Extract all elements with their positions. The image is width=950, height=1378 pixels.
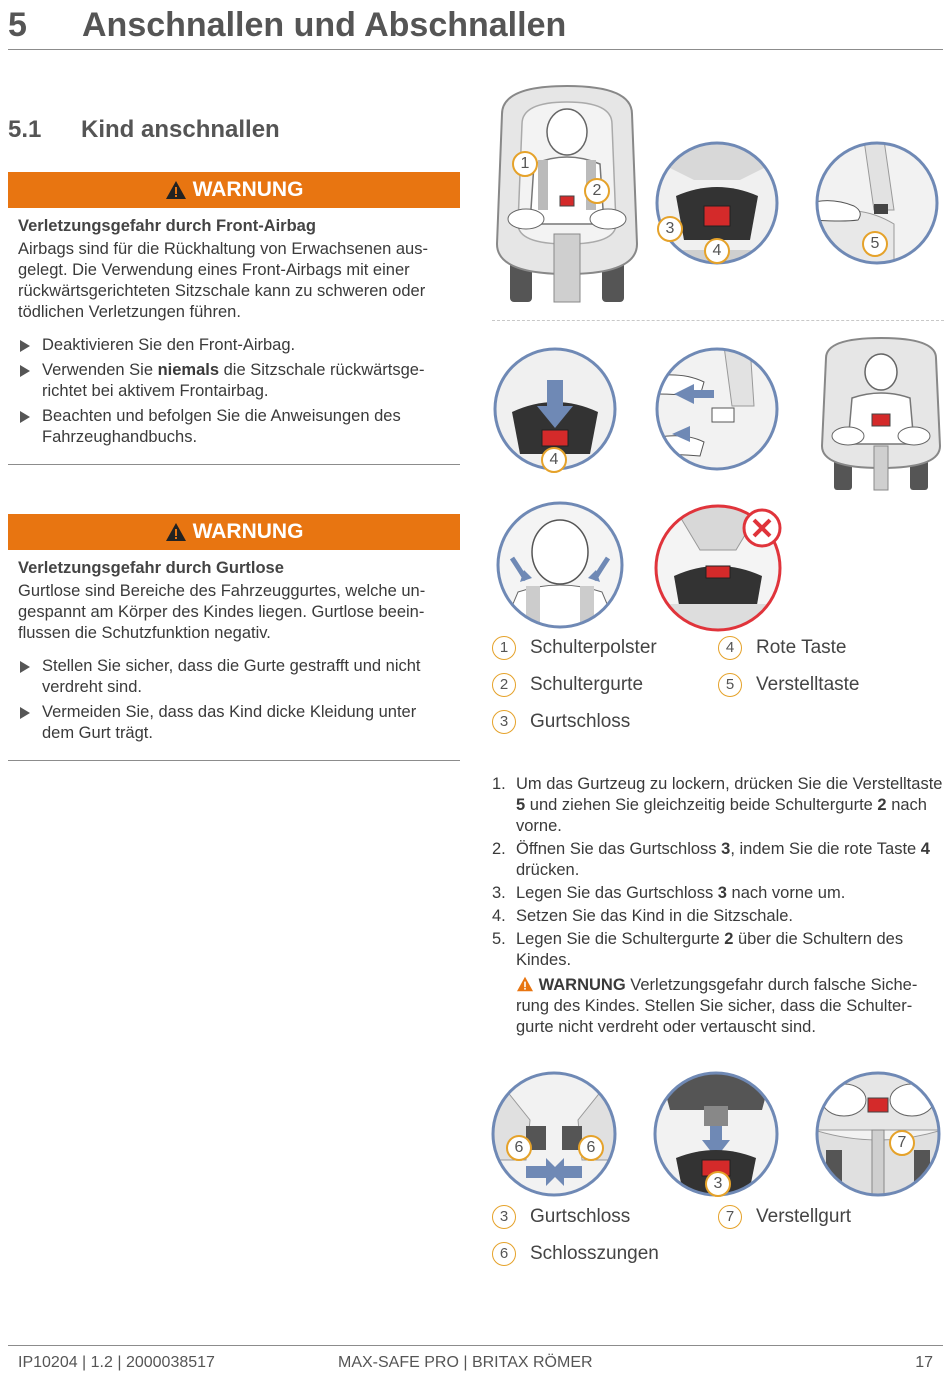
step-warning: WARNUNG Verletzungsgefahr durch falsche Siche-rung des Kindes. Stellen Sie sicher, dass die Schulter-gurte nicht verdreht oder vertauscht sind. <box>516 976 918 1036</box>
warning-header <box>8 514 460 550</box>
legend-item: 5 Verstelltaste <box>718 673 860 697</box>
callout-4: 4 <box>541 447 567 473</box>
bullet-item: Deaktivieren Sie den Front-Airbag. <box>18 335 450 356</box>
callout-2: 2 <box>584 178 610 204</box>
callout-3: 3 <box>657 216 683 242</box>
footer-product: MAX-SAFE PRO | BRITAX RÖMER <box>338 1354 593 1371</box>
callout-7: 7 <box>889 1130 915 1156</box>
callout-6: 6 <box>578 1135 604 1161</box>
legend-item: 1 Schulterpolster <box>492 636 657 660</box>
instruction-steps <box>492 774 947 1040</box>
legend-item: 6 Schlosszungen <box>492 1242 659 1266</box>
step-item: 3. Legen Sie das Gurtschloss 3 nach vorne um. <box>492 884 846 902</box>
step-item: 5. Legen Sie die Schultergurte 2 über die Schultern des Kindes. WARNUNG Verletzungsgefahr durch falsche Siche-rung des Kindes. Stellen Sie sicher, dass die Schulter-gurte nicht verdreht oder vertauscht sind. <box>492 929 947 1038</box>
pull-buckle-illustration <box>654 346 780 472</box>
warning-label: WARNUNG <box>192 520 304 543</box>
warning-belt-slack <box>8 514 460 761</box>
footer-doc-id: IP10204 | 1.2 | 2000038517 <box>18 1354 215 1371</box>
legend-item: 2 Schultergurte <box>492 673 643 697</box>
step-item: 4. Setzen Sie das Kind in die Sitzschale. <box>492 907 793 925</box>
page-footer <box>8 1345 943 1375</box>
warning-triangle-icon <box>165 180 187 200</box>
warning-subtitle: Verletzungsgefahr durch Front-Airbag <box>18 217 316 235</box>
section-number: 5.1 <box>8 116 42 143</box>
callout-4: 4 <box>704 238 730 264</box>
seat-child-illustration <box>492 84 642 306</box>
callout-1: 1 <box>512 151 538 177</box>
bullet-item: Vermeiden Sie, dass das Kind dicke Kleidung unter dem Gurt trägt. <box>18 702 450 744</box>
callout-5: 5 <box>862 231 888 257</box>
chapter-heading <box>8 4 943 50</box>
legend-item: 4 Rote Taste <box>718 636 846 660</box>
warning-front-airbag <box>8 172 460 465</box>
warning-header <box>8 172 460 208</box>
bullet-item: Stellen Sie sicher, dass die Gurte gestrafft und nicht verdreht sind. <box>18 656 450 698</box>
warning-triangle-icon <box>516 976 534 992</box>
seat-buckled-illustration <box>818 336 944 494</box>
step-item: 1. Um das Gurtzeug zu lockern, drücken Sie die Verstelltaste 5 und ziehen Sie gleichzeitig beide Schultergurte 2 nach vorne. <box>492 775 943 835</box>
legend-item: 3 Gurtschloss <box>492 1205 630 1229</box>
page-number: 17 <box>915 1354 933 1371</box>
bullet-item: Verwenden Sie niemals die Sitzschale rückwärtsge-richtet bei aktivem Frontairbag. <box>18 360 450 402</box>
warning-triangle-icon <box>165 522 187 542</box>
bullet-item: Beachten und befolgen Sie die Anweisungen des Fahrzeughandbuchs. <box>18 406 450 448</box>
illustration-divider <box>492 320 944 321</box>
legend-item: 7 Verstellgurt <box>718 1205 851 1229</box>
warning-bullets <box>18 335 450 448</box>
warning-text: Gurtlose sind Bereiche des Fahrzeuggurtes, welche un-gespannt am Körper des Kindes liegen. Gurtlose beein-flussen die Schutzfunktion negativ. <box>18 582 426 642</box>
shoulder-pads-illustration <box>492 500 628 630</box>
warning-subtitle: Verletzungsgefahr durch Gurtlose <box>18 559 284 577</box>
buckle-tongues-illustration <box>490 1070 618 1198</box>
step-item: 2. Öffnen Sie das Gurtschloss 3, indem Sie die rote Taste 4 drücken. <box>492 840 930 879</box>
callout-6: 6 <box>506 1135 532 1161</box>
callout-3: 3 <box>705 1171 731 1197</box>
section-title: Kind anschnallen <box>81 116 280 143</box>
warning-label: WARNUNG <box>192 178 304 201</box>
chapter-title: Anschnallen und Abschnallen <box>82 6 567 44</box>
legend-item: 3 Gurtschloss <box>492 710 630 734</box>
warning-text: Airbags sind für die Rückhaltung von Erwachsenen aus-gelegt. Die Verwendung eines Front-Airbags mit einer rückwärtsgerichteten Sitzschale kann zu schweren oder tödlichen Verletzungen führen. <box>18 240 428 321</box>
incorrect-illustration <box>650 500 790 632</box>
warning-bullets <box>18 656 450 744</box>
adjust-strap-illustration <box>814 1070 944 1198</box>
chapter-number: 5 <box>8 6 27 44</box>
